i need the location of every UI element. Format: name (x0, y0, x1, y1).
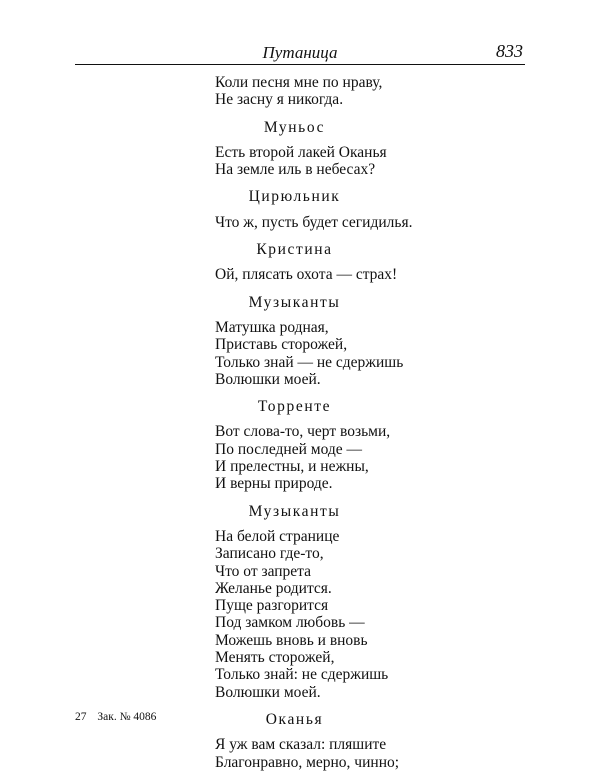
verse-line: Что от запрета (215, 562, 312, 580)
verse-line: Приставь сторожей, (215, 336, 348, 354)
stanza (215, 231, 535, 284)
verse-line: Можешь вновь и вновь (215, 631, 368, 649)
speaker-name: Цирюльник (248, 188, 341, 206)
verse-line: Только знай: не сдержишь (215, 666, 389, 684)
verse-line: И верны природе. (215, 475, 333, 493)
verse-line: Вот слова-то, черт возьми, (215, 423, 391, 441)
verse-line: Матушка родная, (215, 318, 329, 336)
speaker-name: Муньос (263, 118, 326, 136)
signature-mark: 27 (75, 711, 87, 723)
stanza (215, 493, 535, 701)
verse-line: На белой странице (215, 527, 340, 545)
verse-line: Менять сторожей, (215, 649, 335, 667)
speaker-name: Торренте (257, 398, 332, 416)
verse-line: Желанье родится. (215, 579, 332, 597)
stanza (215, 701, 535, 771)
speaker-name: Кристина (256, 241, 333, 259)
order-number: Зак. № 4086 (97, 711, 157, 723)
verse-line: И прелестны, и нежны, (215, 458, 369, 476)
running-title: Путаница (262, 43, 338, 62)
verse-line: Я уж вам сказал: пляшите (215, 736, 387, 754)
verse-line: Ой, плясать охота — страх! (215, 266, 398, 284)
verse-line: Не засну я никогда. (215, 91, 344, 109)
verse-line: На земле иль в небесах? (215, 161, 376, 179)
verse-line: Благонравно, мерно, чинно; (215, 753, 400, 771)
stanza (215, 178, 535, 231)
stanza (215, 388, 535, 492)
verse-line: По последней моде — (215, 440, 363, 458)
speaker-name: Музыканты (248, 293, 341, 311)
stanza (215, 109, 535, 179)
speaker-name: Музыканты (248, 502, 341, 520)
speaker-name: Оканья (265, 710, 324, 728)
stanza (215, 284, 535, 388)
verse-line: Волюшки моей. (215, 370, 321, 388)
page-number: 833 (496, 41, 523, 61)
printer-footer (75, 711, 164, 723)
verse-line: Пуще разгорится (215, 597, 329, 615)
stanza (215, 74, 535, 109)
verse-line: Что ж, пусть будет сегидилья. (215, 213, 413, 231)
verse-line: Под замком любовь — (215, 614, 365, 632)
verse-line: Только знай — не сдержишь (215, 353, 404, 371)
play-text (215, 74, 535, 771)
verse-line: Коли песня мне по нраву, (215, 74, 383, 91)
running-head (75, 40, 525, 65)
verse-line: Записано где-то, (215, 545, 324, 563)
verse-line: Волюшки моей. (215, 683, 321, 701)
verse-line: Есть второй лакей Оканья (215, 143, 387, 161)
